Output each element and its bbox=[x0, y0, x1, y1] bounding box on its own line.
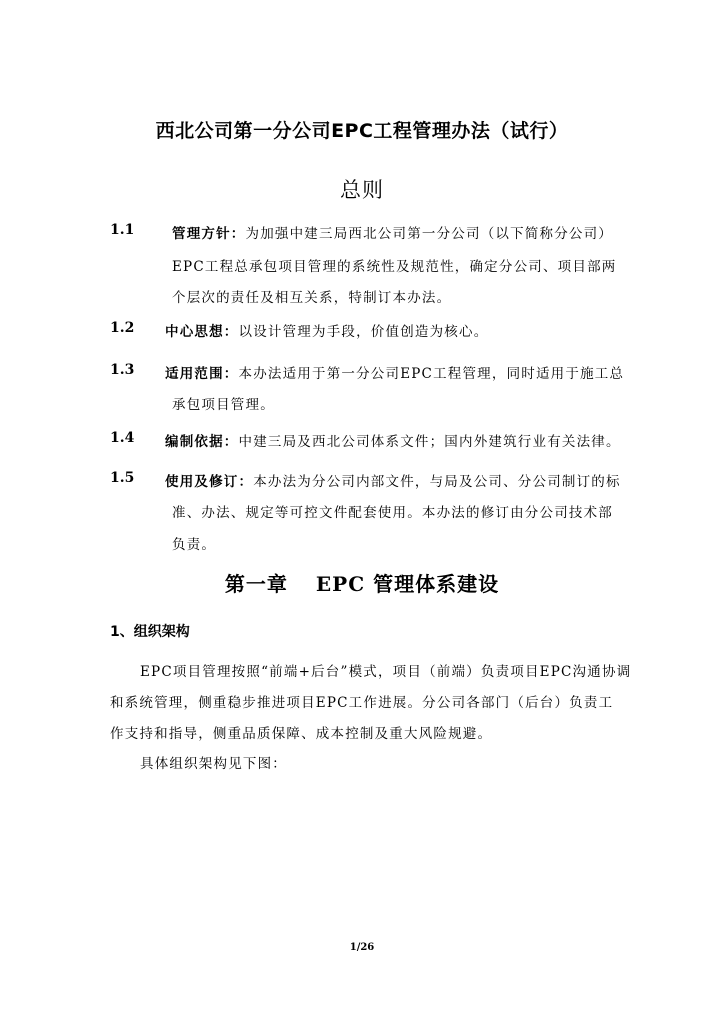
article-text: 本办法适用于第一分公司EPC工程管理，同时适用于施工总 bbox=[238, 366, 625, 382]
article-label: 编制依据： bbox=[165, 434, 239, 450]
figure-reference-note: 具体组织架构见下图： bbox=[140, 756, 287, 772]
document-subtitle: 总则 bbox=[340, 178, 384, 202]
article-number: 1.1 bbox=[110, 222, 135, 238]
article-line: 准、办法、规定等可控文件配套使用。本办法的修订由分公司技术部 bbox=[172, 505, 613, 521]
paragraph-line: 作支持和指导，侧重品质保障、成本控制及重大风险规避。 bbox=[110, 726, 493, 742]
article-text: 本办法为分公司内部文件，与局及公司、分公司制订的标 bbox=[253, 474, 621, 490]
article-text: 中建三局及西北公司体系文件；国内外建筑行业有关法律。 bbox=[238, 434, 621, 450]
article-text: 为加强中建三局西北公司第一分公司（以下简称分公司） bbox=[245, 226, 613, 242]
page-number: 1/26 bbox=[349, 942, 375, 953]
article-line bbox=[165, 470, 621, 490]
article-label: 使用及修订： bbox=[165, 474, 254, 490]
section-heading: 1、组织架构 bbox=[110, 624, 190, 640]
article-line bbox=[165, 362, 624, 382]
article-line bbox=[165, 320, 488, 340]
article-line bbox=[165, 430, 621, 450]
article-text: 以设计管理为手段，价值创造为核心。 bbox=[238, 324, 489, 340]
article-label: 适用范围： bbox=[165, 366, 239, 382]
article-line bbox=[172, 222, 613, 242]
article-number: 1.3 bbox=[110, 362, 135, 378]
article-label: 中心思想： bbox=[165, 324, 239, 340]
article-line: 承包项目管理。 bbox=[172, 397, 275, 413]
chapter-label: 第一章 bbox=[224, 572, 288, 596]
article-number: 1.2 bbox=[110, 320, 135, 336]
article-number: 1.4 bbox=[110, 430, 135, 446]
article-line: 个层次的责任及相互关系，特制订本办法。 bbox=[172, 290, 452, 306]
paragraph-line: 和系统管理，侧重稳步推进项目EPC工作进展。分公司各部门（后台）负责工 bbox=[110, 695, 614, 711]
chapter-title: EPC 管理体系建设 bbox=[315, 572, 500, 596]
article-label: 管理方针： bbox=[172, 226, 246, 242]
article-line: EPC工程总承包项目管理的系统性及规范性，确定分公司、项目部两 bbox=[172, 259, 617, 275]
document-title: 西北公司第一分公司EPC工程管理办法（试行） bbox=[155, 120, 569, 142]
paragraph-line: EPC项目管理按照“前端+后台”模式，项目（前端）负责项目EPC沟通协调 bbox=[140, 664, 632, 680]
article-line: 负责。 bbox=[172, 537, 217, 553]
chapter-heading bbox=[0, 568, 724, 597]
article-number: 1.5 bbox=[110, 470, 135, 486]
